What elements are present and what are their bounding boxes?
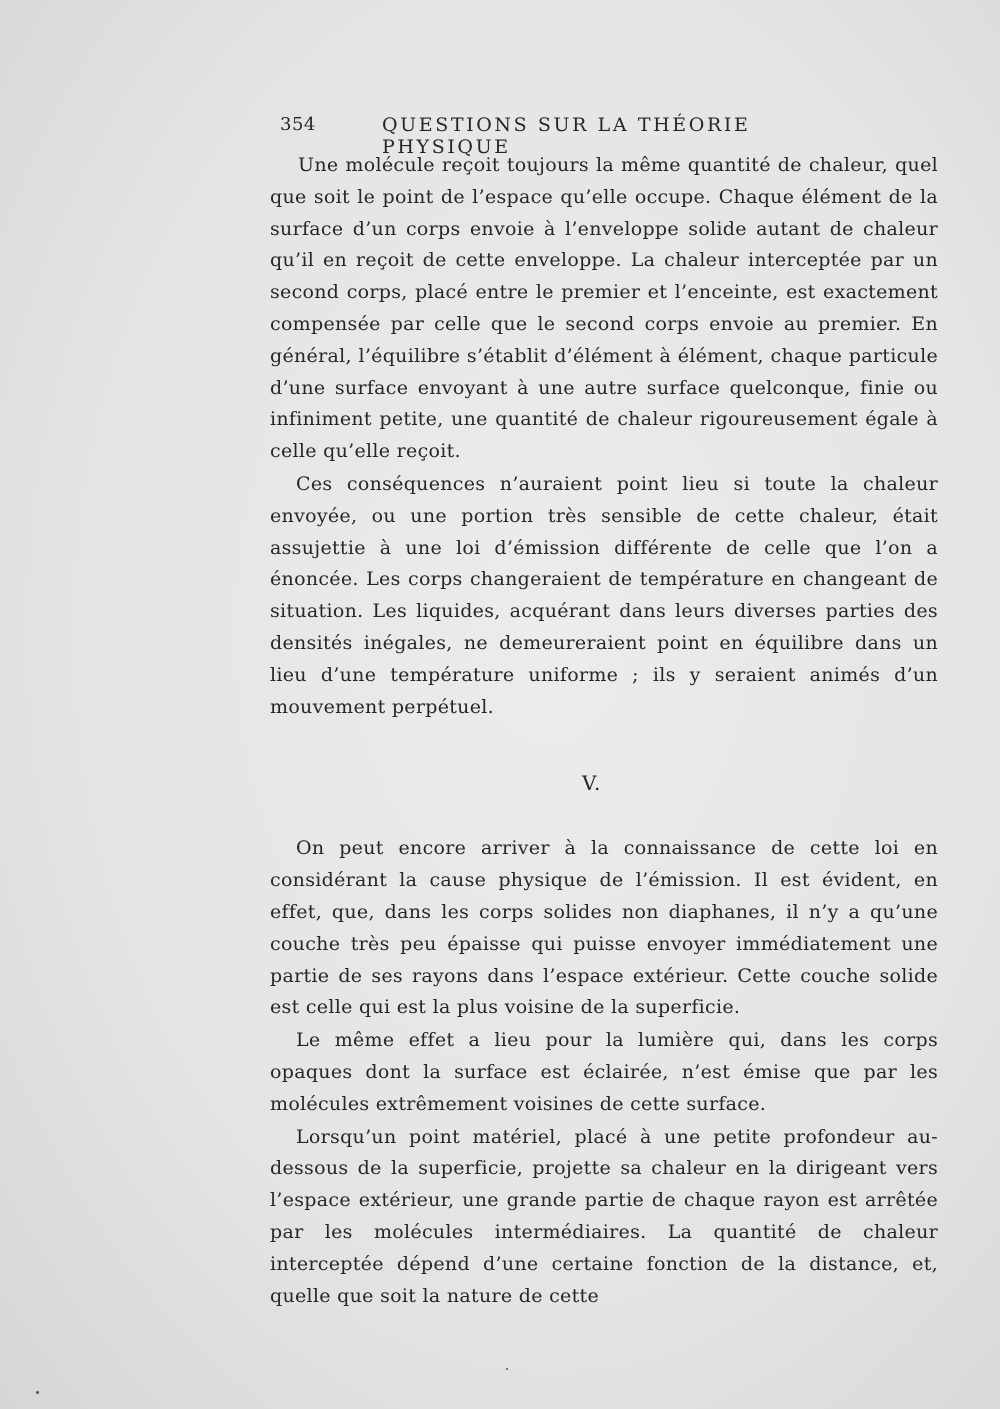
paper-speck [506,1368,508,1370]
section-number: V. [582,771,602,796]
paragraph-cause-physique: On peut encore arriver à la connaissance de cette loi en considérant la cause physique de l’émission. Il est évident, en effet, que, dans les corps solides non diaphanes, il n’y a qu’une couche très peu épaisse qui puisse envoyer immédiatement une partie de ses rayons dans l’espace extérieur. Cette couche solide est celle qui est la plus voisine de la superficie. [270,837,938,1019]
paragraph-molecule-chaleur: Une molécule reçoit toujours la même quantité de chaleur, quel que soit le point de l’espace qu’elle occupe. Chaque élément de la surface d’un corps envoie à l’enveloppe solide autant de chaleur qu’il en reçoit de cette enveloppe. La chaleur interceptée par un second corps, placé entre le premier et l’enceinte, est exactement compensée par celle que le second corps envoie au premier. En général, l’équilibre s’établit d’élément à élément, chaque particule d’une surface envoyant à une autre surface quelconque, finie ou infiniment petite, une quantité de chaleur rigoureusement égale à celle qu’elle reçoit. [270,154,938,463]
paragraph-consequences: Ces conséquences n’auraient point lieu si toute la chaleur envoyée, ou une portion très sensible de cette chaleur, était assujettie à une loi d’émission différente de celle que l’on a énoncée. Les corps changeraient de température en changeant de situation. Les liquides, acquérant dans leurs diverses parties des densités inégales, ne demeureraient point en équilibre dans un lieu d’une température uniforme ; ils y seraient animés d’un mouvement perpétuel. [270,472,938,718]
section-heading [270,723,938,833]
paper-speck [36,1391,39,1394]
running-title: QUESTIONS SUR LA THÉORIE PHYSIQUE [382,114,751,158]
page-number: 354 [280,114,316,135]
paragraph-point-materiel: Lorsqu’un point matériel, placé à une petite profondeur au-dessous de la superficie, projette sa chaleur en la dirigeant vers l’espace extérieur, une grande partie de chaque rayon est arrêtée par les molécules intermédiaires. La quantité de chaleur interceptée dépend d’une certaine fonction de la distance, et, quelle que soit la nature de cette [270,1125,938,1307]
paragraph-lumiere: Le même effet a lieu pour la lumière qui, dans les corps opaques dont la surface est éclairée, n’est émise que par les molécules extrêmement voisines de cette surface. [270,1029,938,1115]
page-body [270,150,938,1312]
running-header [280,114,840,158]
